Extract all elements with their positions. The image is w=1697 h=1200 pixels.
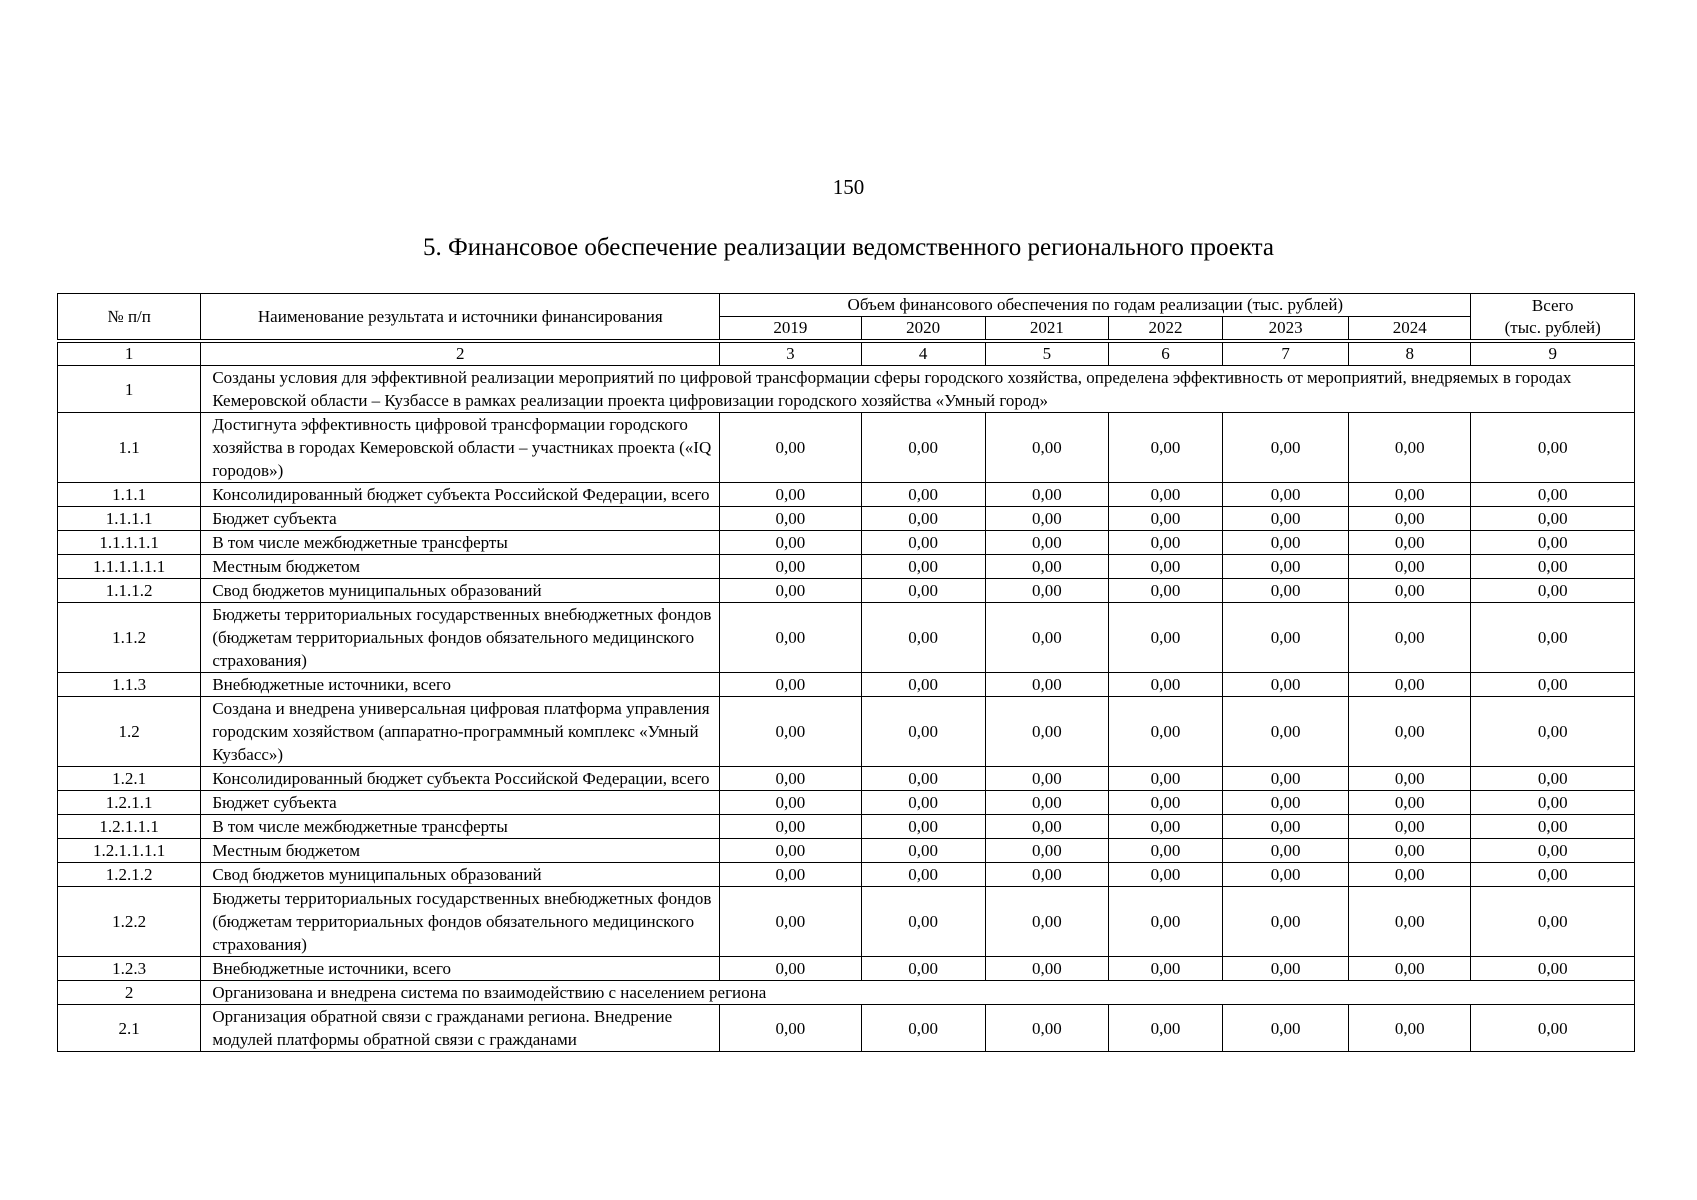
row-year-value: 0,00 (861, 507, 985, 531)
row-name: Внебюджетные источники, всего (201, 673, 720, 697)
row-year-value: 0,00 (985, 1005, 1108, 1052)
header-year: 2021 (985, 317, 1108, 340)
row-year-value: 0,00 (1349, 887, 1471, 957)
row-year-value: 0,00 (985, 957, 1108, 981)
row-year-value: 0,00 (985, 579, 1108, 603)
row-year-value: 0,00 (1108, 413, 1222, 483)
row-year-value: 0,00 (861, 697, 985, 767)
row-year-value: 0,00 (1222, 767, 1348, 791)
row-year-value: 0,00 (1349, 413, 1471, 483)
row-year-value: 0,00 (985, 839, 1108, 863)
row-total-value: 0,00 (1471, 957, 1635, 981)
row-total-value: 0,00 (1471, 697, 1635, 767)
row-year-value: 0,00 (1222, 863, 1348, 887)
row-year-value: 0,00 (861, 1005, 985, 1052)
table-row (58, 791, 1635, 815)
row-number: 1.2.1.1 (58, 791, 201, 815)
row-year-value: 0,00 (720, 507, 861, 531)
row-number: 2 (58, 981, 201, 1005)
row-year-value: 0,00 (1222, 815, 1348, 839)
row-number: 1.1.1 (58, 483, 201, 507)
row-year-value: 0,00 (1222, 791, 1348, 815)
row-year-value: 0,00 (861, 603, 985, 673)
row-year-value: 0,00 (720, 697, 861, 767)
row-year-value: 0,00 (861, 767, 985, 791)
row-name: Созданы условия для эффективной реализации мероприятий по цифровой трансформации сферы городского хозяйства, определена эффективность от мероприятий, внедряемых в городах Кемеровской области – Кузбассе в рамках реализации проекта цифровизации городского хозяйства «Умный город» (201, 366, 1635, 413)
row-number: 1.1.1.1 (58, 507, 201, 531)
row-year-value: 0,00 (985, 507, 1108, 531)
row-year-value: 0,00 (985, 887, 1108, 957)
column-number: 7 (1222, 343, 1348, 366)
row-year-value: 0,00 (1108, 697, 1222, 767)
table-row (58, 531, 1635, 555)
row-year-value: 0,00 (720, 603, 861, 673)
row-year-value: 0,00 (985, 791, 1108, 815)
row-year-value: 0,00 (1222, 957, 1348, 981)
row-year-value: 0,00 (720, 673, 861, 697)
column-number: 3 (720, 343, 861, 366)
row-year-value: 0,00 (720, 863, 861, 887)
row-year-value: 0,00 (1349, 507, 1471, 531)
row-total-value: 0,00 (1471, 531, 1635, 555)
row-year-value: 0,00 (861, 483, 985, 507)
table-row (58, 1005, 1635, 1052)
column-number: 6 (1108, 343, 1222, 366)
row-name: Достигнута эффективность цифровой трансформации городского хозяйства в городах Кемеровской области – участниках проекта («IQ городов») (201, 413, 720, 483)
row-year-value: 0,00 (1108, 839, 1222, 863)
row-year-value: 0,00 (720, 579, 861, 603)
row-number: 1.1.1.2 (58, 579, 201, 603)
column-number: 8 (1349, 343, 1471, 366)
row-year-value: 0,00 (1108, 673, 1222, 697)
row-year-value: 0,00 (861, 555, 985, 579)
row-year-value: 0,00 (720, 555, 861, 579)
row-number: 1.2.1 (58, 767, 201, 791)
row-year-value: 0,00 (720, 839, 861, 863)
row-year-value: 0,00 (1349, 839, 1471, 863)
row-name: Организована и внедрена система по взаимодействию с населением региона (201, 981, 1635, 1005)
row-year-value: 0,00 (985, 413, 1108, 483)
row-year-value: 0,00 (1108, 555, 1222, 579)
header-total-line1: Всего (1531, 295, 1574, 315)
header-volume: Объем финансового обеспечения по годам реализации (тыс. рублей) (720, 294, 1471, 317)
row-year-value: 0,00 (861, 413, 985, 483)
row-year-value: 0,00 (1222, 555, 1348, 579)
row-year-value: 0,00 (720, 957, 861, 981)
row-year-value: 0,00 (861, 957, 985, 981)
row-name: Бюджет субъекта (201, 791, 720, 815)
row-year-value: 0,00 (1349, 863, 1471, 887)
page-title: 5. Финансовое обеспечение реализации ведомственного регионального проекта (422, 234, 1274, 261)
row-year-value: 0,00 (1349, 791, 1471, 815)
row-number: 1.2 (58, 697, 201, 767)
row-name: Свод бюджетов муниципальных образований (201, 863, 720, 887)
row-name: Консолидированный бюджет субъекта Российской Федерации, всего (201, 483, 720, 507)
row-year-value: 0,00 (1349, 1005, 1471, 1052)
row-number: 2.1 (58, 1005, 201, 1052)
row-total-value: 0,00 (1471, 483, 1635, 507)
row-total-value: 0,00 (1471, 555, 1635, 579)
table-row (58, 603, 1635, 673)
row-number: 1.2.1.1.1 (58, 815, 201, 839)
row-year-value: 0,00 (985, 697, 1108, 767)
table-row (58, 483, 1635, 507)
row-year-value: 0,00 (1222, 603, 1348, 673)
row-year-value: 0,00 (1222, 1005, 1348, 1052)
row-year-value: 0,00 (1108, 791, 1222, 815)
header-year: 2024 (1349, 317, 1471, 340)
row-year-value: 0,00 (1222, 839, 1348, 863)
row-total-value: 0,00 (1471, 603, 1635, 673)
column-number-row (58, 343, 1635, 366)
row-name: Создана и внедрена универсальная цифровая платформа управления городским хозяйством (аппаратно-программный комплекс «Умный Кузбасс») (201, 697, 720, 767)
row-year-value: 0,00 (1108, 531, 1222, 555)
row-year-value: 0,00 (1222, 579, 1348, 603)
row-number: 1.2.2 (58, 887, 201, 957)
table-row (58, 366, 1635, 413)
row-year-value: 0,00 (985, 673, 1108, 697)
row-total-value: 0,00 (1471, 579, 1635, 603)
row-name: В том числе межбюджетные трансферты (201, 815, 720, 839)
row-year-value: 0,00 (1108, 507, 1222, 531)
row-number: 1.1.3 (58, 673, 201, 697)
row-year-value: 0,00 (1222, 887, 1348, 957)
row-year-value: 0,00 (1108, 887, 1222, 957)
row-number: 1.2.1.2 (58, 863, 201, 887)
table-row (58, 887, 1635, 957)
row-year-value: 0,00 (1108, 603, 1222, 673)
row-year-value: 0,00 (1108, 863, 1222, 887)
row-total-value: 0,00 (1471, 507, 1635, 531)
table-row (58, 815, 1635, 839)
table-row (58, 579, 1635, 603)
row-total-value: 0,00 (1471, 767, 1635, 791)
header-year: 2019 (720, 317, 861, 340)
row-name: Организация обратной связи с гражданами региона. Внедрение модулей платформы обратной связи с гражданами (201, 1005, 720, 1052)
header-year: 2022 (1108, 317, 1222, 340)
row-year-value: 0,00 (720, 791, 861, 815)
row-name: Свод бюджетов муниципальных образований (201, 579, 720, 603)
row-name: В том числе межбюджетные трансферты (201, 531, 720, 555)
row-number: 1.2.1.1.1.1 (58, 839, 201, 863)
header-year: 2023 (1222, 317, 1348, 340)
table-row (58, 555, 1635, 579)
row-number: 1 (58, 366, 201, 413)
row-name: Местным бюджетом (201, 555, 720, 579)
row-year-value: 0,00 (720, 413, 861, 483)
financing-table (57, 293, 1635, 1052)
row-year-value: 0,00 (1222, 531, 1348, 555)
row-year-value: 0,00 (861, 531, 985, 555)
row-name: Бюджеты территориальных государственных внебюджетных фондов (бюджетам территориальных фондов обязательного медицинского страхования) (201, 887, 720, 957)
row-year-value: 0,00 (1349, 957, 1471, 981)
row-year-value: 0,00 (1349, 531, 1471, 555)
row-year-value: 0,00 (1349, 579, 1471, 603)
page-number: 150 (832, 175, 865, 199)
row-number: 1.1.1.1.1 (58, 531, 201, 555)
row-year-value: 0,00 (720, 531, 861, 555)
row-year-value: 0,00 (1349, 673, 1471, 697)
row-year-value: 0,00 (720, 815, 861, 839)
row-total-value: 0,00 (1471, 673, 1635, 697)
row-year-value: 0,00 (1349, 603, 1471, 673)
row-year-value: 0,00 (861, 791, 985, 815)
row-number: 1.1.2 (58, 603, 201, 673)
column-number: 1 (58, 343, 201, 366)
row-year-value: 0,00 (1222, 507, 1348, 531)
row-total-value: 0,00 (1471, 413, 1635, 483)
row-total-value: 0,00 (1471, 791, 1635, 815)
row-year-value: 0,00 (985, 815, 1108, 839)
row-year-value: 0,00 (1108, 767, 1222, 791)
row-year-value: 0,00 (1349, 697, 1471, 767)
row-year-value: 0,00 (1108, 815, 1222, 839)
row-year-value: 0,00 (861, 839, 985, 863)
row-year-value: 0,00 (720, 1005, 861, 1052)
row-name: Консолидированный бюджет субъекта Российской Федерации, всего (201, 767, 720, 791)
row-year-value: 0,00 (1108, 957, 1222, 981)
row-year-value: 0,00 (1222, 413, 1348, 483)
row-year-value: 0,00 (1349, 767, 1471, 791)
table-row (58, 413, 1635, 483)
row-year-value: 0,00 (1222, 483, 1348, 507)
row-number: 1.1 (58, 413, 201, 483)
header-total (1471, 294, 1635, 340)
header-num: № п/п (58, 294, 201, 340)
row-year-value: 0,00 (720, 483, 861, 507)
row-year-value: 0,00 (985, 531, 1108, 555)
row-year-value: 0,00 (1349, 483, 1471, 507)
row-year-value: 0,00 (861, 673, 985, 697)
row-year-value: 0,00 (861, 579, 985, 603)
row-name: Бюджеты территориальных государственных внебюджетных фондов (бюджетам территориальных фондов обязательного медицинского страхования) (201, 603, 720, 673)
table-row (58, 957, 1635, 981)
row-year-value: 0,00 (720, 767, 861, 791)
row-number: 1.2.3 (58, 957, 201, 981)
row-year-value: 0,00 (1108, 483, 1222, 507)
row-year-value: 0,00 (985, 483, 1108, 507)
row-year-value: 0,00 (861, 887, 985, 957)
row-name: Бюджет субъекта (201, 507, 720, 531)
row-total-value: 0,00 (1471, 815, 1635, 839)
row-year-value: 0,00 (985, 767, 1108, 791)
row-year-value: 0,00 (1349, 555, 1471, 579)
column-number: 9 (1471, 343, 1635, 366)
table-row (58, 697, 1635, 767)
table-row (58, 839, 1635, 863)
table-row (58, 767, 1635, 791)
table-row (58, 507, 1635, 531)
row-year-value: 0,00 (985, 863, 1108, 887)
row-year-value: 0,00 (1108, 1005, 1222, 1052)
row-year-value: 0,00 (861, 863, 985, 887)
row-year-value: 0,00 (985, 555, 1108, 579)
row-number: 1.1.1.1.1.1 (58, 555, 201, 579)
table-row (58, 673, 1635, 697)
row-total-value: 0,00 (1471, 863, 1635, 887)
column-number: 4 (861, 343, 985, 366)
row-year-value: 0,00 (720, 887, 861, 957)
row-total-value: 0,00 (1471, 887, 1635, 957)
row-name: Внебюджетные источники, всего (201, 957, 720, 981)
row-year-value: 0,00 (1222, 697, 1348, 767)
header-name: Наименование результата и источники финансирования (201, 294, 720, 340)
row-name: Местным бюджетом (201, 839, 720, 863)
header-year: 2020 (861, 317, 985, 340)
table-row (58, 863, 1635, 887)
row-total-value: 0,00 (1471, 1005, 1635, 1052)
row-year-value: 0,00 (861, 815, 985, 839)
row-year-value: 0,00 (1222, 673, 1348, 697)
row-year-value: 0,00 (1349, 815, 1471, 839)
column-number: 5 (985, 343, 1108, 366)
row-year-value: 0,00 (985, 603, 1108, 673)
column-number: 2 (201, 343, 720, 366)
row-year-value: 0,00 (1108, 579, 1222, 603)
table-row (58, 981, 1635, 1005)
row-total-value: 0,00 (1471, 839, 1635, 863)
table-body (58, 366, 1635, 1052)
header-total-line2: (тыс. рублей) (1504, 317, 1601, 337)
